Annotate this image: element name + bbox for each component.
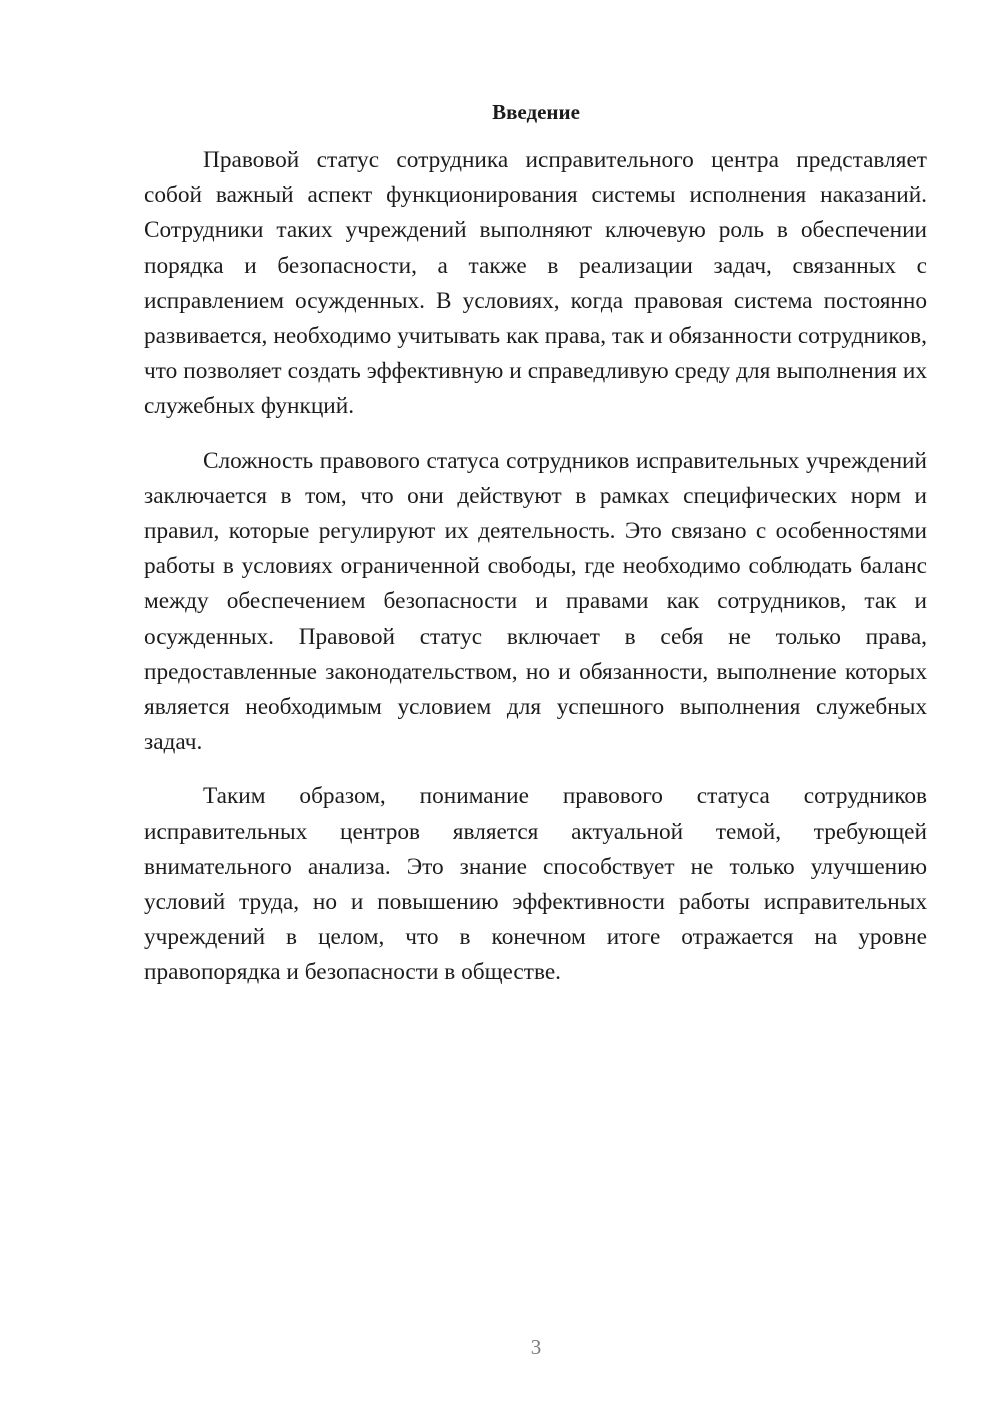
- paragraph-2: Сложность правового статуса сотрудников исправительных учреждений заключается в том, что они действуют в рамках специфических норм и правил, которые регулируют их деятельность. Это связано с особенностями работы в условиях ограниченной свободы, где необходимо соблюдать баланс между обеспечением безопасности и правами как сотрудников, так и осужденных. Правовой статус включает в себя не только права, предоставленные законодательством, но и обязанности, выполнение которых является необходимым условием для успешного выполнения служебных задач.: [144, 447, 927, 756]
- document-body: [144, 143, 927, 1010]
- section-title: Введение: [492, 100, 580, 124]
- paragraph-1: Правовой статус сотрудника исправительного центра представляет собой важный аспект функционирования системы исполнения наказаний. Сотрудники таких учреждений выполняют ключевую роль в обеспечении порядка и безопасности, а также в реализации задач, связанных с исправлением осужденных. В условиях, когда правовая система постоянно развивается, необходимо учитывать как права, так и обязанности сотрудников, что позволяет создать эффективную и справедливую среду для выполнения их служебных функций.: [144, 147, 927, 420]
- paragraph-3: Таким образом, понимание правового статуса сотрудников исправительных центров является актуальной темой, требующей внимательного анализа. Это знание способствует не только улучшению условий труда, но и повышению эффективности работы исправительных учреждений в целом, что в конечном итоге отражается на уровне правопорядка и безопасности в обществе.: [144, 783, 927, 986]
- page-number: 3: [530, 1335, 542, 1359]
